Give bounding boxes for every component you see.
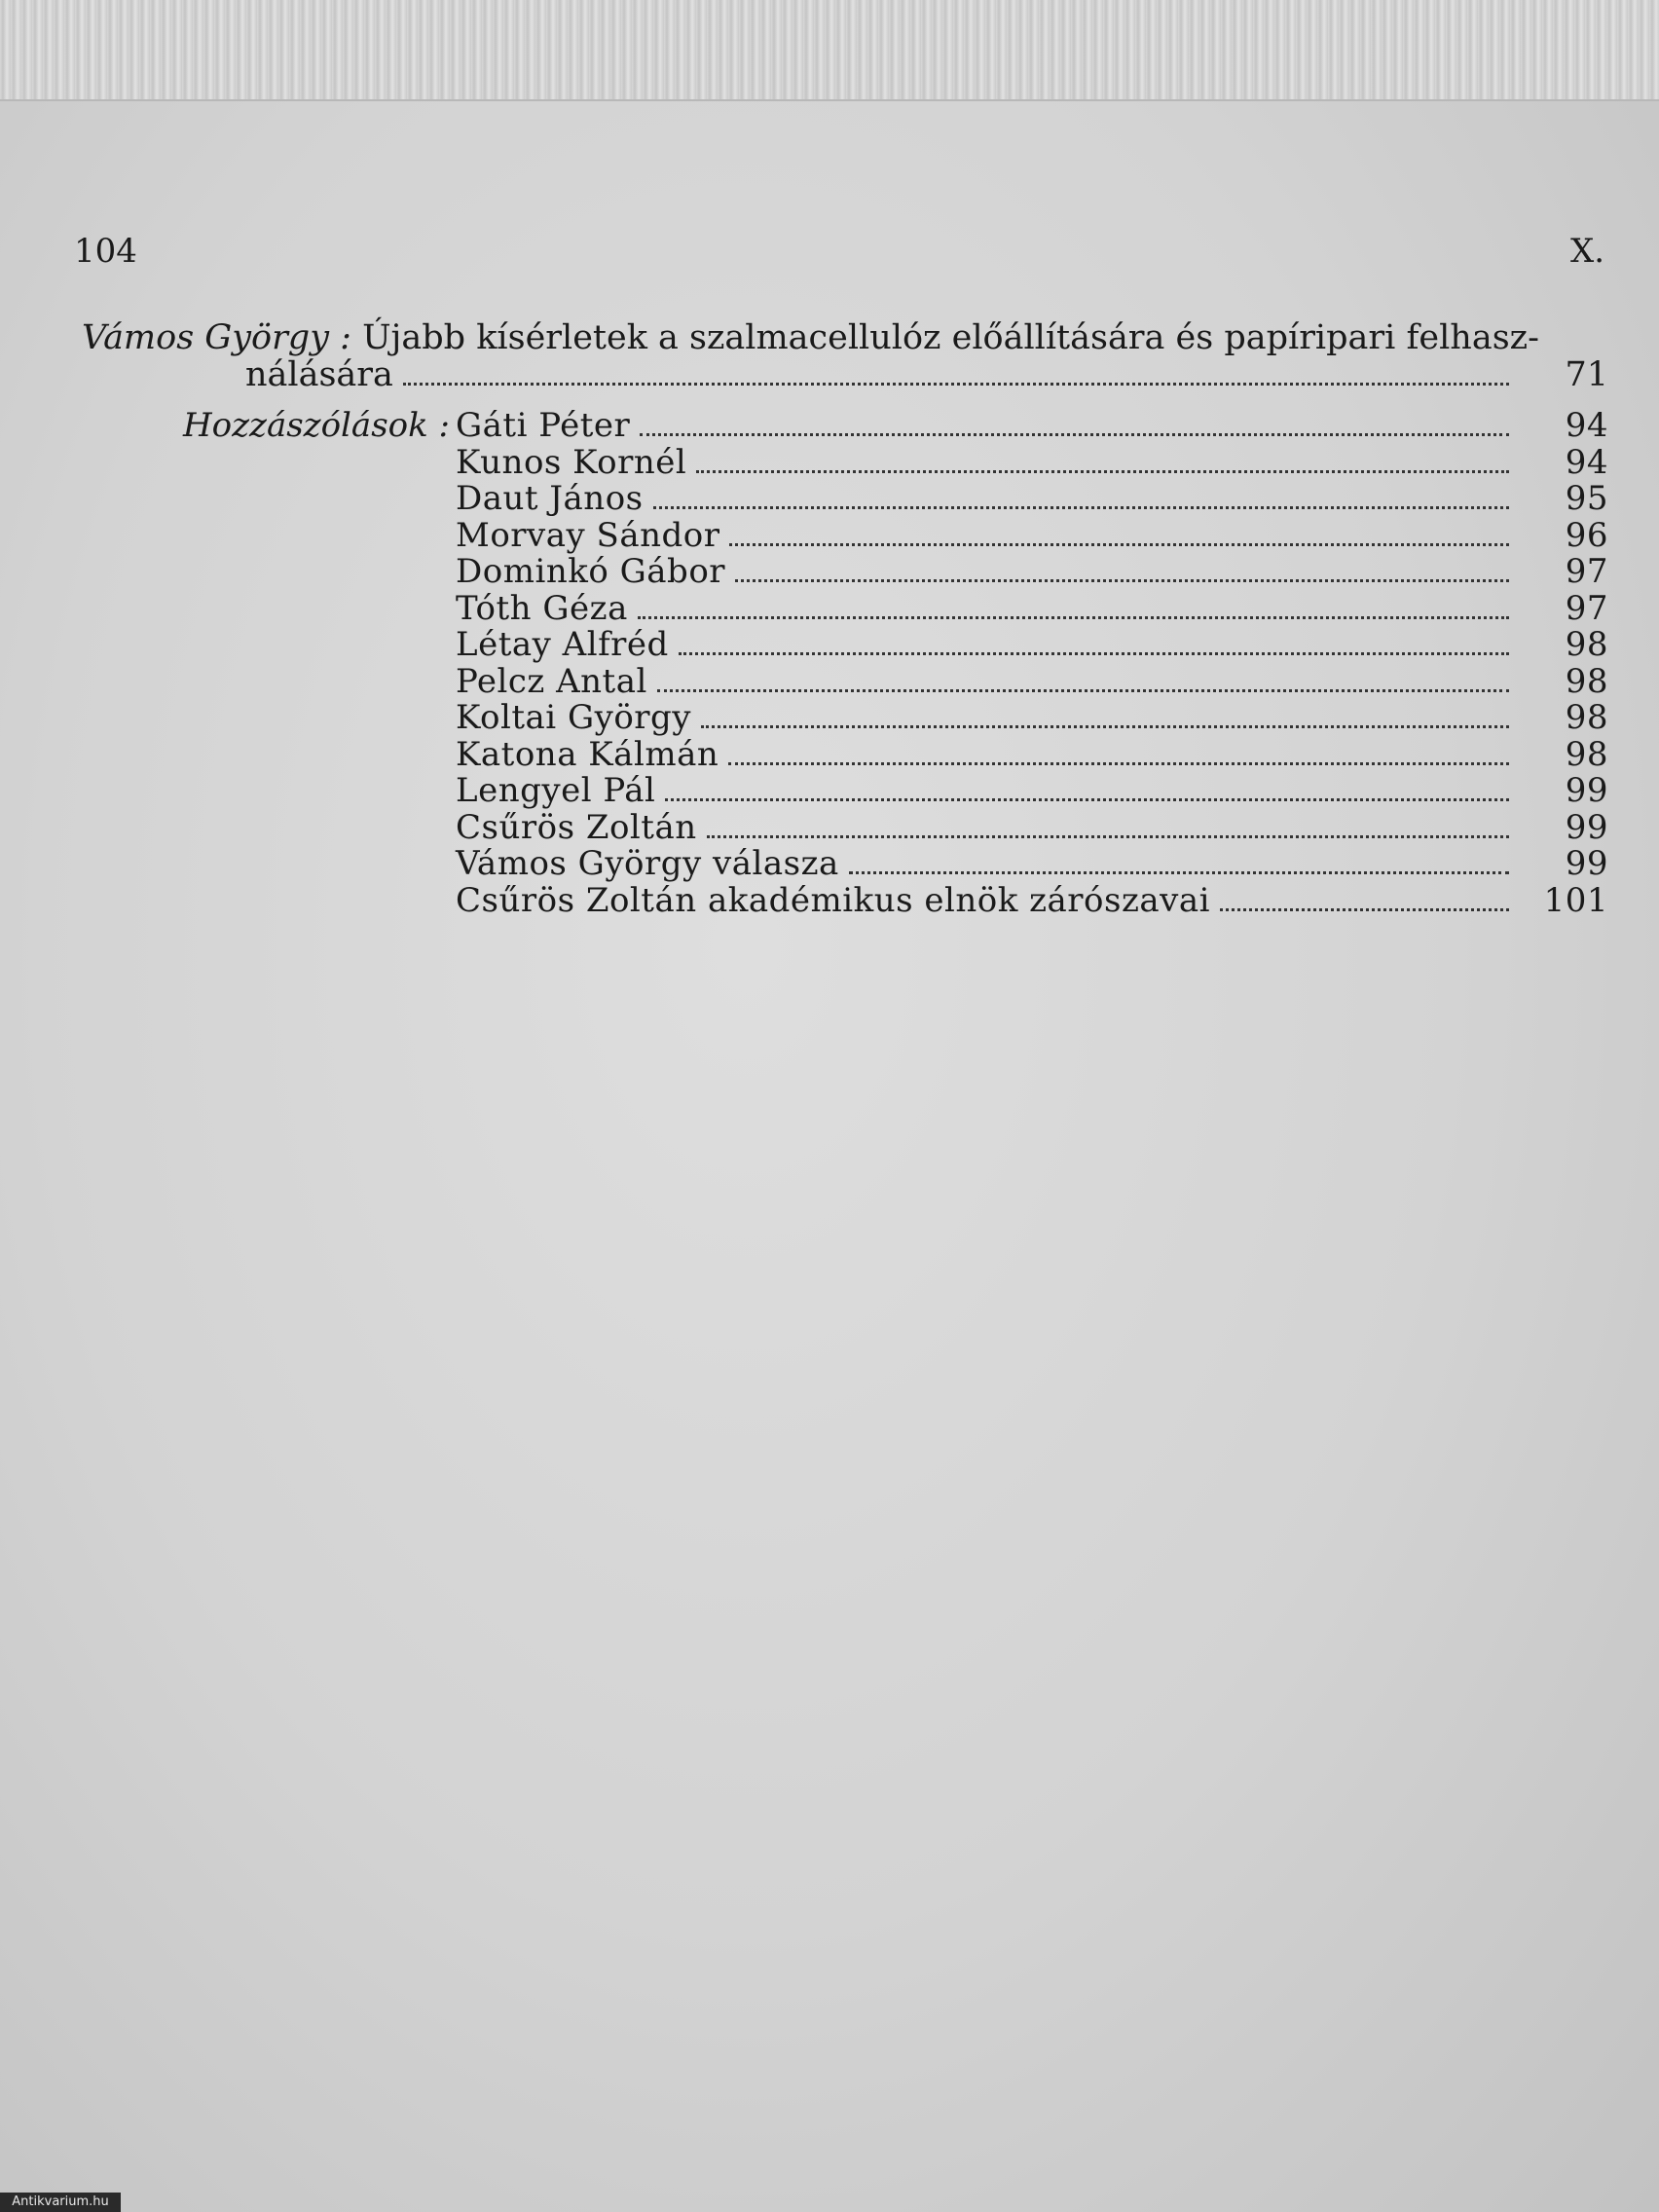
entry-name: Vámos György válasza (456, 844, 839, 883)
page-top-edge (0, 0, 1659, 101)
discussion-list (456, 406, 1608, 920)
dot-leader (729, 543, 1509, 546)
toc-entry (456, 443, 1608, 480)
entry-name: Létay Alfréd (456, 625, 669, 664)
dot-leader (701, 725, 1509, 728)
toc-entry (456, 625, 1608, 662)
dot-leader (640, 433, 1509, 436)
toc-entry (456, 698, 1608, 735)
entry-name: Katona Kálmán (456, 734, 719, 774)
dot-leader (638, 616, 1509, 619)
dot-leader (403, 383, 1509, 386)
section-mark: X. (1569, 232, 1604, 271)
entry-page: 98 (1565, 625, 1608, 664)
toc-entry (456, 808, 1608, 845)
entry-name: Tóth Géza (456, 588, 628, 628)
dot-leader (665, 798, 1509, 801)
toc-entry (456, 771, 1608, 808)
dot-leader (653, 506, 1509, 509)
entry-page: 94 (1565, 442, 1608, 482)
discussion-label: Hozzászólások : (183, 406, 450, 445)
main-toc-entry (82, 319, 1608, 393)
toc-entry (456, 662, 1608, 699)
entry-page: 99 (1565, 844, 1608, 883)
entry-title-continuation: nálására (245, 355, 393, 394)
dot-leader (735, 579, 1509, 582)
entry-page: 98 (1565, 661, 1608, 701)
toc-entry (456, 516, 1608, 553)
toc-entry (456, 589, 1608, 626)
entry-name: Dominkó Gábor (456, 552, 726, 591)
entry-name: Morvay Sándor (456, 515, 720, 555)
page-number: 104 (74, 232, 137, 271)
entry-page: 94 (1565, 406, 1608, 445)
toc-entry (456, 406, 1608, 443)
entry-name: Kunos Kornél (456, 442, 687, 482)
toc-entry (456, 479, 1608, 516)
entry-page: 99 (1565, 771, 1608, 810)
entry-page: 98 (1565, 698, 1608, 737)
main-entry-line1 (82, 319, 1608, 356)
entry-page: 98 (1565, 734, 1608, 774)
entry-name: Koltai György (456, 698, 692, 737)
entry-name: Gáti Péter (456, 406, 631, 445)
entry-page: 101 (1543, 880, 1608, 920)
dot-leader (696, 470, 1509, 473)
entry-page: 96 (1565, 515, 1608, 555)
dot-leader (657, 689, 1509, 692)
entry-page: 97 (1565, 552, 1608, 591)
entry-page: 99 (1565, 807, 1608, 847)
dot-leader (849, 871, 1509, 874)
entry-page: 97 (1565, 588, 1608, 628)
toc-entry (456, 735, 1608, 772)
toc-entry (456, 844, 1608, 881)
entry-name: Pelcz Antal (456, 661, 647, 701)
entry-author: Vámos György : (82, 318, 351, 357)
entry-name: Lengyel Pál (456, 771, 656, 810)
entry-page: 71 (1565, 355, 1608, 394)
toc-entry (456, 552, 1608, 589)
toc-entry (456, 881, 1608, 918)
dot-leader (1220, 908, 1509, 911)
dot-leader (707, 835, 1509, 838)
dot-leader (728, 762, 1509, 765)
watermark: Antikvarium.hu (0, 2193, 121, 2212)
entry-page: 95 (1565, 479, 1608, 518)
entry-name: Csűrös Zoltán akadémikus elnök zárószavai (456, 880, 1211, 920)
entry-name: Daut János (456, 479, 644, 518)
dot-leader (679, 652, 1509, 655)
main-entry-line2 (82, 356, 1608, 393)
entry-name: Csűrös Zoltán (456, 807, 697, 847)
entry-title: Újabb kísérletek a szalmacellulóz előállítására és papíripari felhasz- (362, 318, 1539, 357)
